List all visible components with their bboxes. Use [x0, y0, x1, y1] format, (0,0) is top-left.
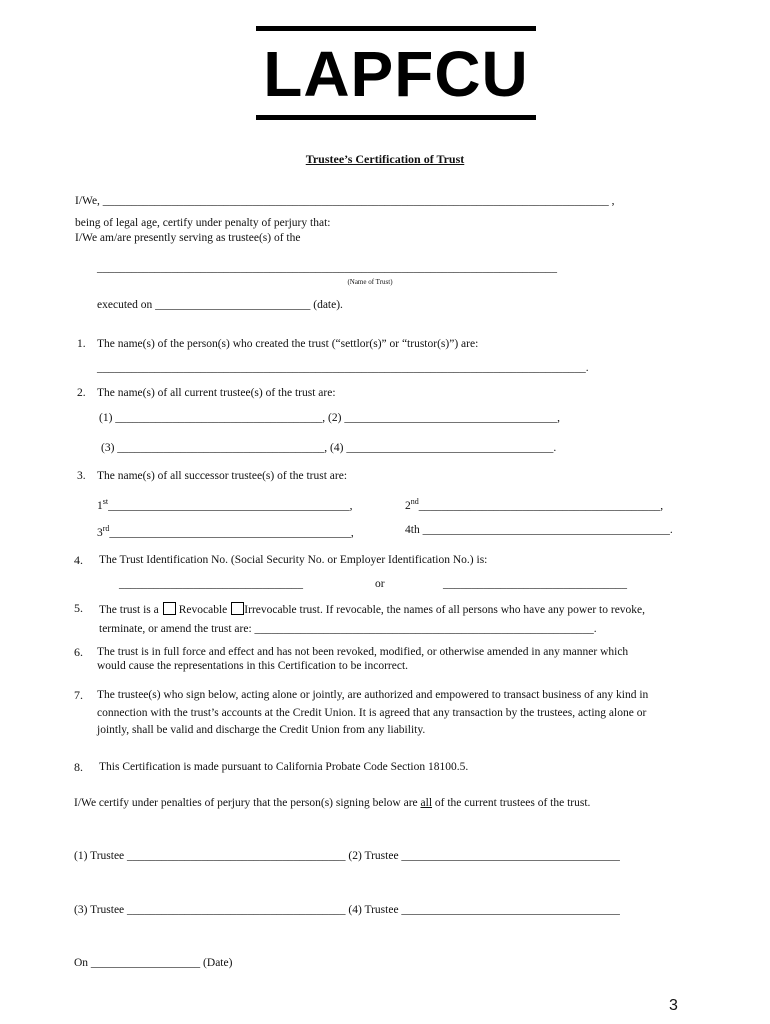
item-1-number: 1. — [77, 338, 86, 350]
revocable-label: Revocable — [178, 604, 228, 616]
item-8-text: This Certification is made pursuant to California Probate Code Section 18100.5. — [99, 761, 469, 773]
trust-name-caption: (Name of Trust) — [347, 278, 393, 286]
item-5-text — [99, 602, 645, 616]
item-6-line-2: would cause the representations in this Certification to be incorrect. — [97, 660, 409, 672]
successor-3-line: __________________________________________, — [109, 526, 354, 539]
item-1-text: The name(s) of the person(s) who created the trust (“settlor(s)” or “trustor(s)”) are: — [97, 338, 479, 350]
item-6-line-1: The trust is in full force and effect and has not been revoked, modified, or otherwise amended in any manner which — [97, 646, 629, 658]
signature-date-line[interactable]: On ___________________ (Date) — [74, 957, 233, 969]
item-7-number: 7. — [74, 688, 83, 702]
or-label: or — [375, 578, 385, 590]
current-trustees-row-2: (3) ____________________________________, (4) ____________________________________. — [101, 442, 557, 454]
item-2-text: The name(s) of all current trustee(s) of the trust are: — [97, 387, 336, 399]
certify-statement — [74, 797, 590, 809]
trust-name-line: ________________________________________________________________________________ — [97, 262, 557, 274]
item-3-number: 3. — [77, 470, 86, 482]
item-5-line-2: terminate, or amend the trust are: ___________________________________________________________. — [99, 623, 597, 635]
tax-id-line-1: ________________________________ — [119, 578, 303, 590]
document-title: Trustee’s Certification of Trust — [305, 152, 465, 166]
successor-1-num: 1 — [97, 499, 103, 512]
successor-4: 4th ___________________________________________. — [405, 524, 673, 536]
intro-line-1: being of legal age, certify under penalty of perjury that: — [75, 217, 331, 229]
tax-id-line-2: ________________________________ — [443, 578, 627, 590]
item-7-line-2: connection with the trust’s accounts at the Credit Union. It is agreed that any transaction by the trustees, acting alone or — [97, 707, 647, 719]
successor-3-num: 3 — [97, 526, 103, 539]
successor-2-num: 2 — [405, 499, 411, 512]
page-number: 3 — [669, 997, 678, 1014]
trust-is-a-label: The trust is a — [99, 604, 159, 616]
certify-all: all — [420, 797, 433, 809]
successor-3-suffix: rd — [102, 524, 110, 533]
logo-top-bar — [256, 26, 536, 31]
settlor-line: _____________________________________________________________________________________. — [97, 362, 589, 374]
item-8-number: 8. — [74, 760, 83, 774]
irrevocable-label: Irrevocable trust. If revocable, the names of all persons who have any power to revoke, — [244, 604, 646, 616]
item-5-number: 5. — [74, 601, 83, 615]
iwe-line: I/We, ________________________________________________________________________________________ , — [75, 195, 615, 207]
successor-2-suffix: nd — [410, 497, 419, 506]
successor-3 — [97, 524, 354, 539]
successor-1 — [97, 497, 352, 512]
logo-text: LAPFCU — [263, 38, 529, 110]
item-7-line-1: The trustee(s) who sign below, acting alone or jointly, are authorized and empowered to transact business of any kind in — [97, 689, 649, 701]
item-6-number: 6. — [74, 645, 83, 659]
item-2-number: 2. — [77, 387, 86, 399]
intro-line-2: I/We am/are presently serving as trustee(s) of the — [75, 232, 301, 244]
current-trustees-row-1: (1) ____________________________________, (2) _____________________________________, — [99, 412, 560, 424]
revocable-checkbox[interactable] — [163, 602, 176, 615]
lapfcu-logo — [256, 26, 536, 120]
logo-bottom-bar — [256, 115, 536, 120]
irrevocable-checkbox[interactable] — [231, 602, 244, 615]
successor-1-line: __________________________________________, — [108, 499, 353, 512]
successor-2 — [405, 497, 663, 512]
trustee-signature-row-2[interactable]: (3) Trustee ______________________________________ (4) Trustee ______________________________________ — [74, 904, 620, 916]
item-4-text: The Trust Identification No. (Social Security No. or Employer Identification No.) is: — [99, 554, 488, 566]
trustee-signature-row-1[interactable]: (1) Trustee ______________________________________ (2) Trustee ______________________________________ — [74, 850, 620, 862]
item-7-line-3: jointly, shall be valid and discharge the Credit Union from any liability. — [97, 724, 426, 736]
successor-1-suffix: st — [102, 497, 109, 506]
successor-2-line: __________________________________________, — [418, 499, 664, 512]
executed-on-line: executed on ___________________________ (date). — [97, 299, 343, 311]
item-3-text: The name(s) of all successor trustee(s) of the trust are: — [97, 470, 348, 482]
certify-part-1: I/We certify under penalties of perjury that the person(s) signing below are — [74, 797, 421, 809]
certify-part-2: of the current trustees of the trust. — [432, 797, 591, 809]
item-4-number: 4. — [74, 553, 83, 567]
